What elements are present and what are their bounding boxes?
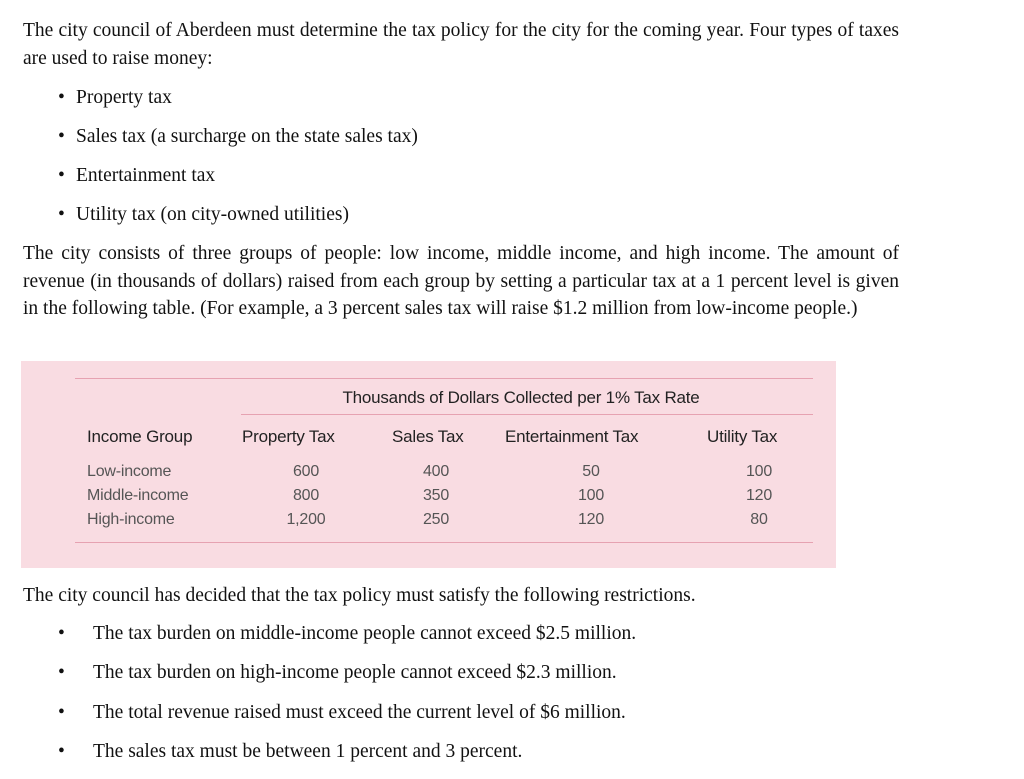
intro-paragraph: The city council of Aberdeen must determine the tax policy for the city for the coming year. Four types of taxes are used to raise money:: [23, 20, 899, 69]
list-item: • Utility tax (on city-owned utilities): [58, 204, 349, 225]
table-top-rule: [75, 378, 813, 379]
restrictions-intro: The city council has decided that the tax policy must satisfy the following restrictions.: [23, 585, 696, 606]
table-bottom-rule: [75, 542, 813, 543]
groups-paragraph: The city consists of three groups of people: low income, middle income, and high income. The amount of revenue (in thousands of dollars) raised from each group by setting a particular tax at a 1 percent level is given in the following table. (For example, a 3 percent sales tax will raise $1.2 million from low-income people.): [23, 243, 899, 319]
table-cell: 80: [750, 511, 768, 528]
list-item: • Sales tax (a surcharge on the state sales tax): [58, 126, 418, 147]
table-cell: 250: [422, 511, 450, 528]
list-item: • The total revenue raised must exceed the current level of $6 million.: [58, 701, 626, 723]
table-cell: 100: [745, 463, 773, 480]
table-cell: 120: [577, 511, 605, 528]
tax-revenue-table: [21, 361, 836, 568]
list-item: • Property tax: [58, 87, 172, 108]
table-cell: 350: [422, 487, 450, 504]
table-span-header: Thousands of Dollars Collected per 1% Tax Rate: [342, 388, 700, 407]
row-label-middle-income: Middle-income: [87, 487, 189, 504]
column-header-income-group: Income Group: [87, 427, 193, 446]
restrictions-list: [58, 620, 636, 777]
table-cell: 50: [582, 463, 600, 480]
table-cell: 1,200: [286, 511, 326, 528]
row-label-low-income: Low-income: [87, 463, 172, 480]
list-item: • The tax burden on high-income people cannot exceed $2.3 million.: [58, 662, 617, 684]
column-header-entertainment-tax: Entertainment Tax: [505, 427, 639, 446]
table-cell: 120: [745, 487, 773, 504]
list-item: • The sales tax must be between 1 percent and 3 percent.: [58, 740, 523, 762]
span-header-rule: [241, 414, 813, 415]
column-header-sales-tax: Sales Tax: [392, 427, 464, 446]
tax-types-list: [58, 84, 418, 240]
table-cell: 800: [292, 487, 320, 504]
column-header-utility-tax: Utility Tax: [707, 427, 778, 446]
row-label-high-income: High-income: [87, 511, 175, 528]
table-cell: 100: [577, 487, 605, 504]
list-item: • The tax burden on middle-income people cannot exceed $2.5 million.: [58, 623, 637, 644]
column-header-property-tax: Property Tax: [242, 427, 335, 446]
table-cell: 600: [292, 463, 320, 480]
list-item: • Entertainment tax: [58, 165, 216, 186]
table-cell: 400: [422, 463, 450, 480]
